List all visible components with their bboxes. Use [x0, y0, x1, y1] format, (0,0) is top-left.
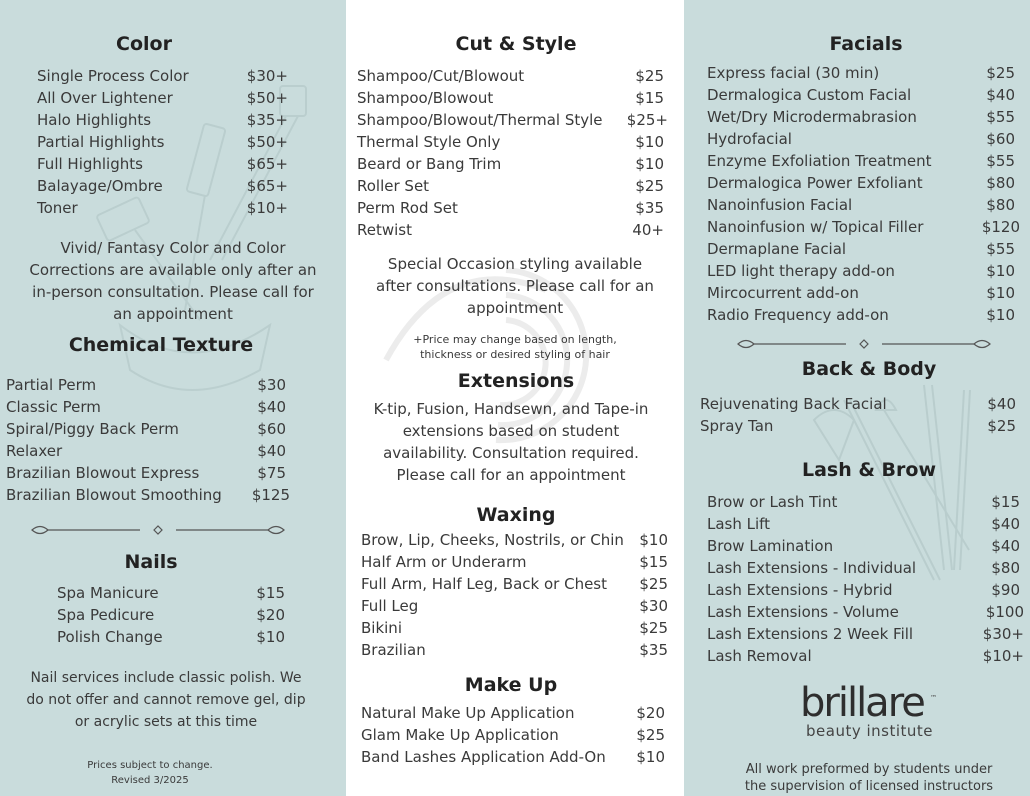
- ornamental-divider: [736, 334, 992, 354]
- ornamental-divider: [30, 520, 286, 540]
- service-price: $30: [639, 597, 668, 615]
- service-price: $10: [635, 155, 664, 173]
- special-occasion-note: Special Occasion styling available after consultations. Please call for an appointment: [376, 255, 654, 317]
- list-item: [357, 219, 664, 241]
- service-name: Shampoo/Cut/Blowout: [357, 67, 525, 85]
- service-name: Dermalogica Power Exfoliant: [707, 174, 923, 192]
- service-name: Brow, Lip, Cheeks, Nostrils, or Chin: [361, 531, 624, 549]
- list-item: [707, 535, 1020, 557]
- cut-style-heading: Cut & Style: [455, 33, 577, 55]
- service-price: $35+: [246, 111, 288, 129]
- color-heading: Color: [116, 33, 172, 55]
- service-price: $15: [256, 584, 285, 602]
- list-item: [707, 304, 1015, 326]
- chemical-texture-heading: Chemical Texture: [68, 334, 254, 356]
- service-name: Natural Make Up Application: [361, 704, 575, 722]
- list-item: [357, 197, 664, 219]
- list-item: [37, 197, 288, 219]
- service-price: $30: [257, 376, 286, 394]
- nails-heading: Nails: [124, 551, 178, 573]
- service-name: Radio Frequency add-on: [707, 306, 889, 324]
- prices-disclaimer: Prices subject to change.: [87, 760, 213, 771]
- service-price: $15: [639, 553, 668, 571]
- service-name: Retwist: [357, 221, 412, 239]
- service-name: Shampoo/Blowout/Thermal Style: [357, 111, 603, 129]
- service-name: Brazilian Blowout Smoothing: [6, 486, 222, 504]
- service-name: Half Arm or Underarm: [361, 553, 527, 571]
- service-price: $80: [986, 174, 1015, 192]
- service-price: $60: [986, 130, 1015, 148]
- service-price: $10+: [982, 647, 1024, 665]
- trademark-symbol: ™: [930, 694, 937, 702]
- list-item: [361, 573, 668, 595]
- service-name: Glam Make Up Application: [361, 726, 559, 744]
- service-price: $65+: [246, 177, 288, 195]
- list-item: [361, 551, 668, 573]
- service-name: Wet/Dry Microdermabrasion: [707, 108, 917, 126]
- list-item: [6, 462, 286, 484]
- service-name: Spa Pedicure: [57, 606, 155, 624]
- service-name: Halo Highlights: [37, 111, 152, 129]
- list-item: [37, 65, 288, 87]
- list-item: [57, 604, 285, 626]
- service-name: Classic Perm: [6, 398, 101, 416]
- service-price: $60: [257, 420, 286, 438]
- service-name: Full Leg: [361, 597, 419, 615]
- service-price: $10: [635, 133, 664, 151]
- service-price: $40: [991, 515, 1020, 533]
- service-name: Perm Rod Set: [357, 199, 458, 217]
- logo-wordmark: brillare: [800, 680, 924, 726]
- list-item: [37, 153, 288, 175]
- service-name: Toner: [37, 199, 78, 217]
- service-name: Lash Extensions - Individual: [707, 559, 917, 577]
- service-price: $125: [251, 486, 290, 504]
- service-price: $10: [639, 531, 668, 549]
- service-price: $20: [636, 704, 665, 722]
- service-name: Bikini: [361, 619, 402, 637]
- service-name: Brazilian: [361, 641, 426, 659]
- list-item: [37, 131, 288, 153]
- list-item: [357, 87, 664, 109]
- right-panel: [684, 0, 1030, 796]
- service-price: $80: [991, 559, 1020, 577]
- service-name: Relaxer: [6, 442, 63, 460]
- service-price: $25: [639, 619, 668, 637]
- list-item: [707, 623, 1024, 645]
- service-price: $25: [635, 177, 664, 195]
- list-item: [357, 175, 664, 197]
- list-item: [707, 216, 1020, 238]
- list-item: [707, 557, 1020, 579]
- service-price: $75: [257, 464, 286, 482]
- list-item: [357, 65, 664, 87]
- service-name: Lash Extensions 2 Week Fill: [707, 625, 914, 643]
- list-item: [707, 172, 1015, 194]
- service-price: $25: [987, 417, 1016, 435]
- price-change-note: +Price may change based on length, thickness or desired styling of hair: [413, 333, 617, 361]
- service-name: Partial Perm: [6, 376, 97, 394]
- service-price: $25: [986, 64, 1015, 82]
- service-name: Brazilian Blowout Express: [6, 464, 200, 482]
- service-name: Shampoo/Blowout: [357, 89, 494, 107]
- extensions-note: K-tip, Fusion, Handsewn, and Tape-in extensions based on student availability. Consultation required. Please call for an appointment: [373, 400, 649, 484]
- logo-tagline: beauty institute: [806, 722, 934, 740]
- service-price: $35: [635, 199, 664, 217]
- service-price: $120: [981, 218, 1020, 236]
- center-panel: [346, 0, 684, 796]
- service-price: $10: [986, 262, 1015, 280]
- list-item: [357, 131, 664, 153]
- service-price: $20: [256, 606, 285, 624]
- footer-supervision-line2: the supervision of licensed instructors: [744, 779, 994, 794]
- service-price: $10: [986, 284, 1015, 302]
- lash-brow-heading: Lash & Brow: [801, 459, 937, 481]
- waxing-heading: Waxing: [476, 504, 556, 526]
- service-name: Spray Tan: [700, 417, 774, 435]
- service-price: $10: [986, 306, 1015, 324]
- service-price: $25: [635, 67, 664, 85]
- service-price: $55: [986, 152, 1015, 170]
- service-name: Spiral/Piggy Back Perm: [6, 420, 179, 438]
- list-item: [707, 194, 1015, 216]
- list-item: [361, 529, 668, 551]
- service-name: Lash Lift: [707, 515, 771, 533]
- list-item: [361, 702, 665, 724]
- service-price: $10: [256, 628, 285, 646]
- service-name: Full Highlights: [37, 155, 143, 173]
- list-item: [357, 109, 668, 131]
- service-name: Full Arm, Half Leg, Back or Chest: [361, 575, 607, 593]
- service-name: Partial Highlights: [37, 133, 165, 151]
- list-item: [361, 746, 665, 768]
- list-item: [707, 150, 1015, 172]
- service-name: Roller Set: [357, 177, 430, 195]
- list-item: [361, 617, 668, 639]
- service-name: Express facial (30 min): [707, 64, 880, 82]
- service-name: Enzyme Exfoliation Treatment: [707, 152, 932, 170]
- service-price: $10: [636, 748, 665, 766]
- service-name: Polish Change: [57, 628, 163, 646]
- list-item: [361, 639, 668, 661]
- service-price: $40: [257, 398, 286, 416]
- service-price: $40: [257, 442, 286, 460]
- service-price: $40: [987, 395, 1016, 413]
- service-price: $30+: [246, 67, 288, 85]
- service-name: Nanoinfusion Facial: [707, 196, 853, 214]
- list-item: [37, 175, 288, 197]
- list-item: [707, 601, 1024, 623]
- service-name: Dermaplane Facial: [707, 240, 847, 258]
- service-price: $15: [991, 493, 1020, 511]
- list-item: [37, 87, 288, 109]
- service-name: Lash Extensions - Volume: [707, 603, 899, 621]
- list-item: [37, 109, 288, 131]
- service-price: $65+: [246, 155, 288, 173]
- back-body-heading: Back & Body: [801, 358, 937, 380]
- service-price: $15: [635, 89, 664, 107]
- service-name: Beard or Bang Trim: [357, 155, 502, 173]
- service-name: Balayage/Ombre: [37, 177, 163, 195]
- list-item: [707, 579, 1020, 601]
- service-price: $10+: [246, 199, 288, 217]
- service-name: Nanoinfusion w/ Topical Filler: [707, 218, 924, 236]
- revision-date: Revised 3/2025: [111, 775, 189, 786]
- list-item: [707, 645, 1024, 667]
- list-item: [700, 415, 1016, 437]
- list-item: [361, 595, 668, 617]
- service-price: $25: [636, 726, 665, 744]
- service-name: Hydrofacial: [707, 130, 792, 148]
- list-item: [357, 153, 664, 175]
- service-name: Brow or Lash Tint: [707, 493, 838, 511]
- service-price: $50+: [246, 89, 288, 107]
- service-name: Lash Removal: [707, 647, 812, 665]
- service-name: Single Process Color: [37, 67, 189, 85]
- service-price: $40: [986, 86, 1015, 104]
- service-name: Lash Extensions - Hybrid: [707, 581, 893, 599]
- list-item: [707, 62, 1015, 84]
- service-price: $55: [986, 240, 1015, 258]
- service-name: All Over Lightener: [37, 89, 173, 107]
- list-item: [6, 418, 286, 440]
- facials-heading: Facials: [829, 33, 903, 55]
- service-price: $25: [639, 575, 668, 593]
- list-item: [707, 513, 1020, 535]
- list-item: [700, 393, 1016, 415]
- service-price: $100: [985, 603, 1024, 621]
- nails-note: Nail services include classic polish. We do not offer and cannot remove gel, dip or acrylic sets at this time: [26, 670, 306, 730]
- service-name: Rejuvenating Back Facial: [700, 395, 887, 413]
- service-name: Brow Lamination: [707, 537, 834, 555]
- list-item: [707, 260, 1015, 282]
- service-price: $55: [986, 108, 1015, 126]
- service-price: $25+: [626, 111, 668, 129]
- list-item: [57, 626, 285, 648]
- service-price: $35: [639, 641, 668, 659]
- service-price: $30+: [982, 625, 1024, 643]
- service-name: Band Lashes Application Add-On: [361, 748, 606, 766]
- service-name: Spa Manicure: [57, 584, 159, 602]
- footer-supervision-line1: All work preformed by students under: [745, 762, 993, 777]
- list-item: [6, 484, 290, 506]
- service-name: Thermal Style Only: [357, 133, 501, 151]
- list-item: [707, 491, 1020, 513]
- list-item: [707, 84, 1015, 106]
- list-item: [361, 724, 665, 746]
- color-note: Vivid/ Fantasy Color and Color Corrections are available only after an in-person consultation. Please call for an appointment: [29, 239, 317, 323]
- service-price: $40: [991, 537, 1020, 555]
- list-item: [6, 440, 286, 462]
- list-item: [707, 282, 1015, 304]
- left-panel: [0, 0, 346, 796]
- service-name: Dermalogica Custom Facial: [707, 86, 912, 104]
- service-price: $50+: [246, 133, 288, 151]
- service-price: $80: [986, 196, 1015, 214]
- extensions-heading: Extensions: [457, 370, 575, 392]
- list-item: [707, 238, 1015, 260]
- list-item: [707, 106, 1015, 128]
- list-item: [6, 374, 286, 396]
- service-name: LED light therapy add-on: [707, 262, 895, 280]
- service-name: Mircocurrent add-on: [707, 284, 859, 302]
- list-item: [6, 396, 286, 418]
- list-item: [57, 582, 285, 604]
- list-item: [707, 128, 1015, 150]
- service-price: 40+: [632, 221, 664, 239]
- service-price: $90: [991, 581, 1020, 599]
- makeup-heading: Make Up: [464, 674, 558, 696]
